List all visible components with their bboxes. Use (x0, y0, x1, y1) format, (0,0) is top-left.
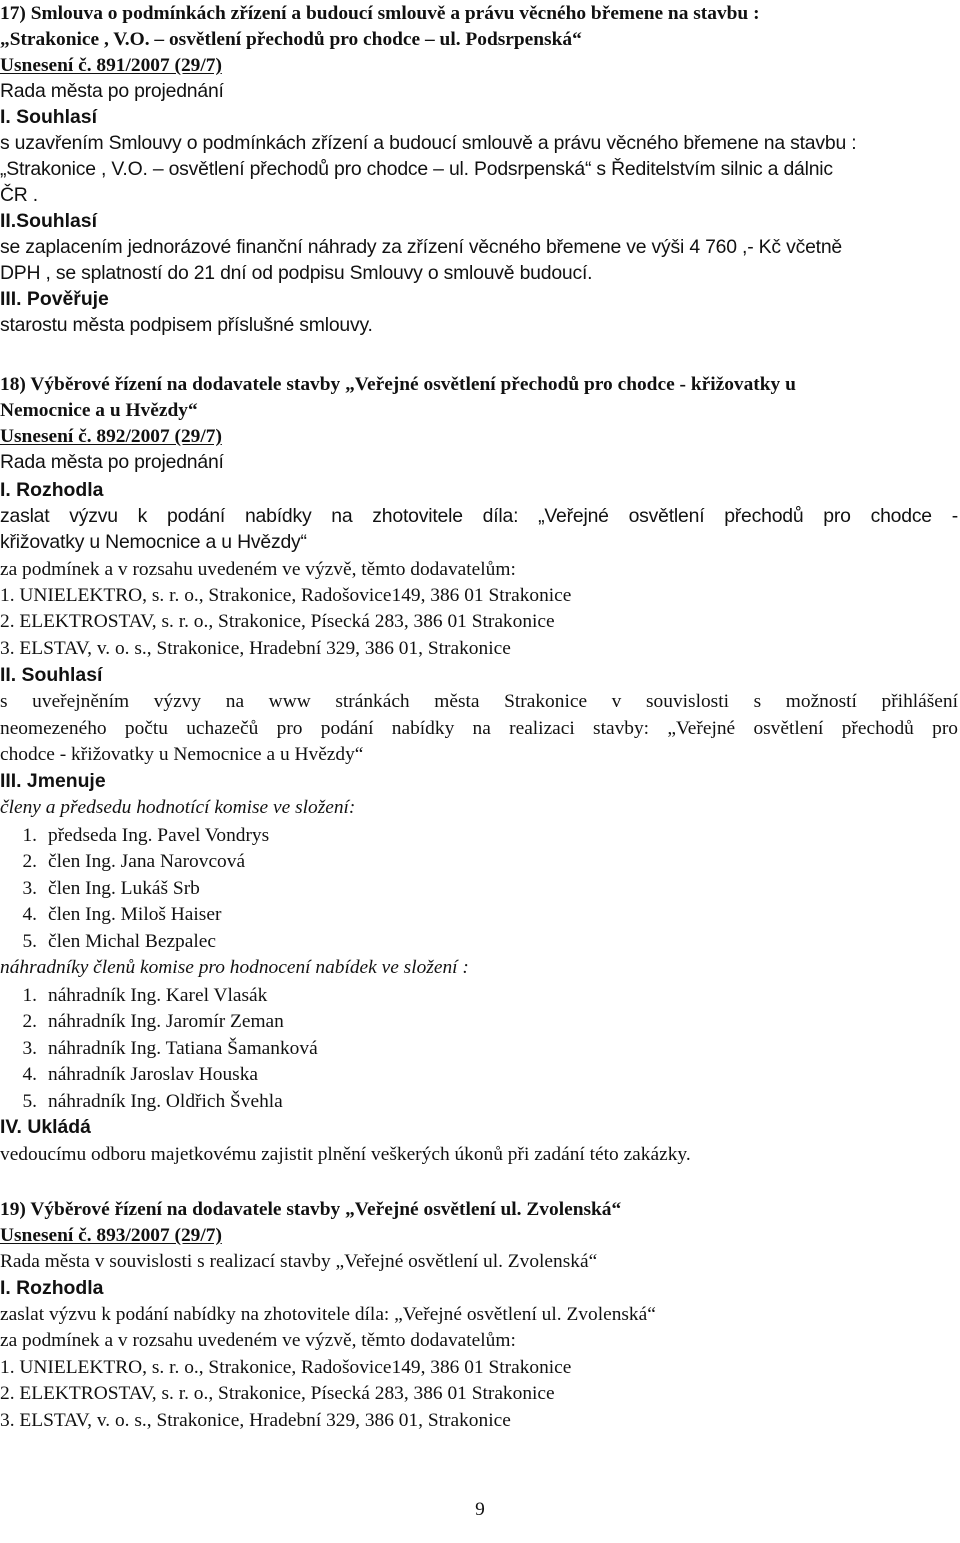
list-item-text: náhradník Jaroslav Houska (48, 1064, 259, 1085)
s17-council: Rada města po projednání (0, 80, 224, 102)
list-item-text: člen Ing. Miloš Haiser (48, 904, 222, 925)
s18-title-line-2: Nemocnice a u Hvězdy“ (0, 400, 198, 421)
s18-members-intro: členy a předsedu hodnotící komise ve složení: (0, 797, 356, 818)
s17-title-line-2: „Strakonice , V.O. – osvětlení přechodů pro chodce – ul. Podsrpenská“ (0, 29, 582, 50)
list-item (0, 986, 267, 1005)
s17-section-1-line-3: ČR . (0, 184, 38, 206)
s19-section-1-line-2: za podmínek a v rozsahu uvedeném ve výzvě, těmto dodavatelům: (0, 1330, 516, 1351)
s17-resolution-number: Usnesení č. 891/2007 (29/7) (0, 55, 222, 76)
list-item-number: 2. (22, 1011, 37, 1032)
list-item (0, 852, 245, 871)
s18-supplier: 3. ELSTAV, v. o. s., Strakonice, Hradební 329, 386 01, Strakonice (0, 638, 511, 659)
s18-section-4-heading: IV. Ukládá (0, 1116, 91, 1138)
list-item-text: člen Ing. Jana Narovcová (48, 851, 246, 872)
s19-title: 19) Výběrové řízení na dodavatele stavby „Veřejné osvětlení ul. Zvolenská“ (0, 1199, 622, 1220)
list-item-number: 2. (22, 851, 37, 872)
list-item (0, 879, 200, 898)
s17-section-2-line-2: DPH , se splatností do 21 dní od podpisu Smlouvy o smlouvě budoucí. (0, 262, 593, 284)
list-item-number: 5. (22, 1091, 37, 1112)
s18-title-line-1: 18) Výběrové řízení na dodavatele stavby „Veřejné osvětlení přechodů pro chodce - křižovatky u (0, 374, 796, 395)
list-item-text: člen Michal Bezpalec (48, 931, 216, 952)
s18-council: Rada města po projednání (0, 451, 224, 473)
s18-section-2-line-3: chodce - křižovatky u Nemocnice a u Hvězdy“ (0, 744, 364, 765)
s17-section-2-heading: II.Souhlasí (0, 210, 97, 232)
list-item-text: předseda Ing. Pavel Vondrys (48, 825, 270, 846)
list-item-text: náhradník Ing. Karel Vlasák (48, 985, 268, 1006)
list-item (0, 1012, 284, 1031)
s17-section-2-line-1: se zaplacením jednorázové finanční náhrady za zřízení věcného břemene ve výši 4 760 ,- Kč včetně (0, 236, 843, 258)
s18-section-4-line-1: vedoucímu odboru majetkovému zajistit plnění veškerých úkonů při zadání této zakázky. (0, 1144, 691, 1165)
s18-section-1-line-1: zaslat výzvu k podání nabídky na zhotovitele díla: „Veřejné osvětlení přechodů pro chodce - (0, 505, 958, 527)
s18-section-1-heading: I. Rozhodla (0, 479, 104, 501)
s18-section-3-heading: III. Jmenuje (0, 770, 106, 792)
list-item-number: 3. (22, 1038, 37, 1059)
list-item (0, 905, 221, 924)
s19-supplier: 2. ELEKTROSTAV, s. r. o., Strakonice, Písecká 283, 386 01 Strakonice (0, 1383, 555, 1404)
s17-section-3-heading: III. Pověřuje (0, 288, 109, 310)
list-item-number: 1. (22, 825, 37, 846)
s18-subs-intro: náhradníky členů komise pro hodnocení nabídek ve složení : (0, 957, 469, 978)
list-item (0, 1092, 283, 1111)
s17-title-line-1: 17) Smlouva o podmínkách zřízení a budoucí smlouvě a právu věcného břemene na stavbu : (0, 3, 760, 24)
list-item-text: náhradník Ing. Jaromír Zeman (48, 1011, 284, 1032)
s19-section-1-line-1: zaslat výzvu k podání nabídky na zhotovitele díla: „Veřejné osvětlení ul. Zvolenská“ (0, 1304, 656, 1325)
s19-section-1-heading: I. Rozhodla (0, 1277, 104, 1299)
list-item-number: 1. (22, 985, 37, 1006)
s18-supplier: 2. ELEKTROSTAV, s. r. o., Strakonice, Písecká 283, 386 01 Strakonice (0, 611, 555, 632)
s19-council: Rada města v souvislosti s realizací stavby „Veřejné osvětlení ul. Zvolenská“ (0, 1251, 598, 1272)
page-number: 9 (475, 1499, 485, 1520)
s17-section-1-line-2: „Strakonice , V.O. – osvětlení přechodů pro chodce – ul. Podsrpenská“ s Ředitelstvím silnic a dálnic (0, 158, 833, 180)
list-item (0, 1065, 258, 1084)
s18-section-2-line-2: neomezeného počtu uchazečů pro podání nabídky na realizaci stavby: „Veřejné osvětlení přechodů pro (0, 718, 958, 739)
s19-supplier: 1. UNIELEKTRO, s. r. o., Strakonice, Radošovice149, 386 01 Strakonice (0, 1357, 572, 1378)
list-item-number: 4. (22, 1064, 37, 1085)
s18-section-1-line-3: za podmínek a v rozsahu uvedeném ve výzvě, těmto dodavatelům: (0, 559, 516, 580)
s17-section-1-line-1: s uzavřením Smlouvy o podmínkách zřízení a budoucí smlouvě a právu věcného břemene na stavbu : (0, 132, 857, 154)
list-item-text: náhradník Ing. Tatiana Šamanková (48, 1038, 318, 1059)
s18-section-2-line-1: s uveřejněním výzvy na www stránkách města Strakonice v souvislosti s možností přihlášení (0, 691, 958, 712)
list-item-number: 5. (22, 931, 37, 952)
s18-resolution-number: Usnesení č. 892/2007 (29/7) (0, 426, 222, 447)
list-item (0, 826, 269, 845)
s18-section-2-heading: II. Souhlasí (0, 664, 103, 686)
s17-section-3-line-1: starostu města podpisem příslušné smlouvy. (0, 314, 373, 336)
list-item (0, 932, 216, 951)
list-item-number: 3. (22, 878, 37, 899)
list-item-number: 4. (22, 904, 37, 925)
s18-supplier: 1. UNIELEKTRO, s. r. o., Strakonice, Radošovice149, 386 01 Strakonice (0, 585, 572, 606)
s17-section-1-heading: I. Souhlasí (0, 106, 97, 128)
list-item-text: náhradník Ing. Oldřich Švehla (48, 1091, 283, 1112)
list-item (0, 1039, 318, 1058)
s19-supplier: 3. ELSTAV, v. o. s., Strakonice, Hradební 329, 386 01, Strakonice (0, 1410, 511, 1431)
s18-section-1-line-2: křižovatky u Nemocnice a u Hvězdy“ (0, 531, 307, 553)
list-item-text: člen Ing. Lukáš Srb (48, 878, 200, 899)
s19-resolution-number: Usnesení č. 893/2007 (29/7) (0, 1225, 222, 1246)
